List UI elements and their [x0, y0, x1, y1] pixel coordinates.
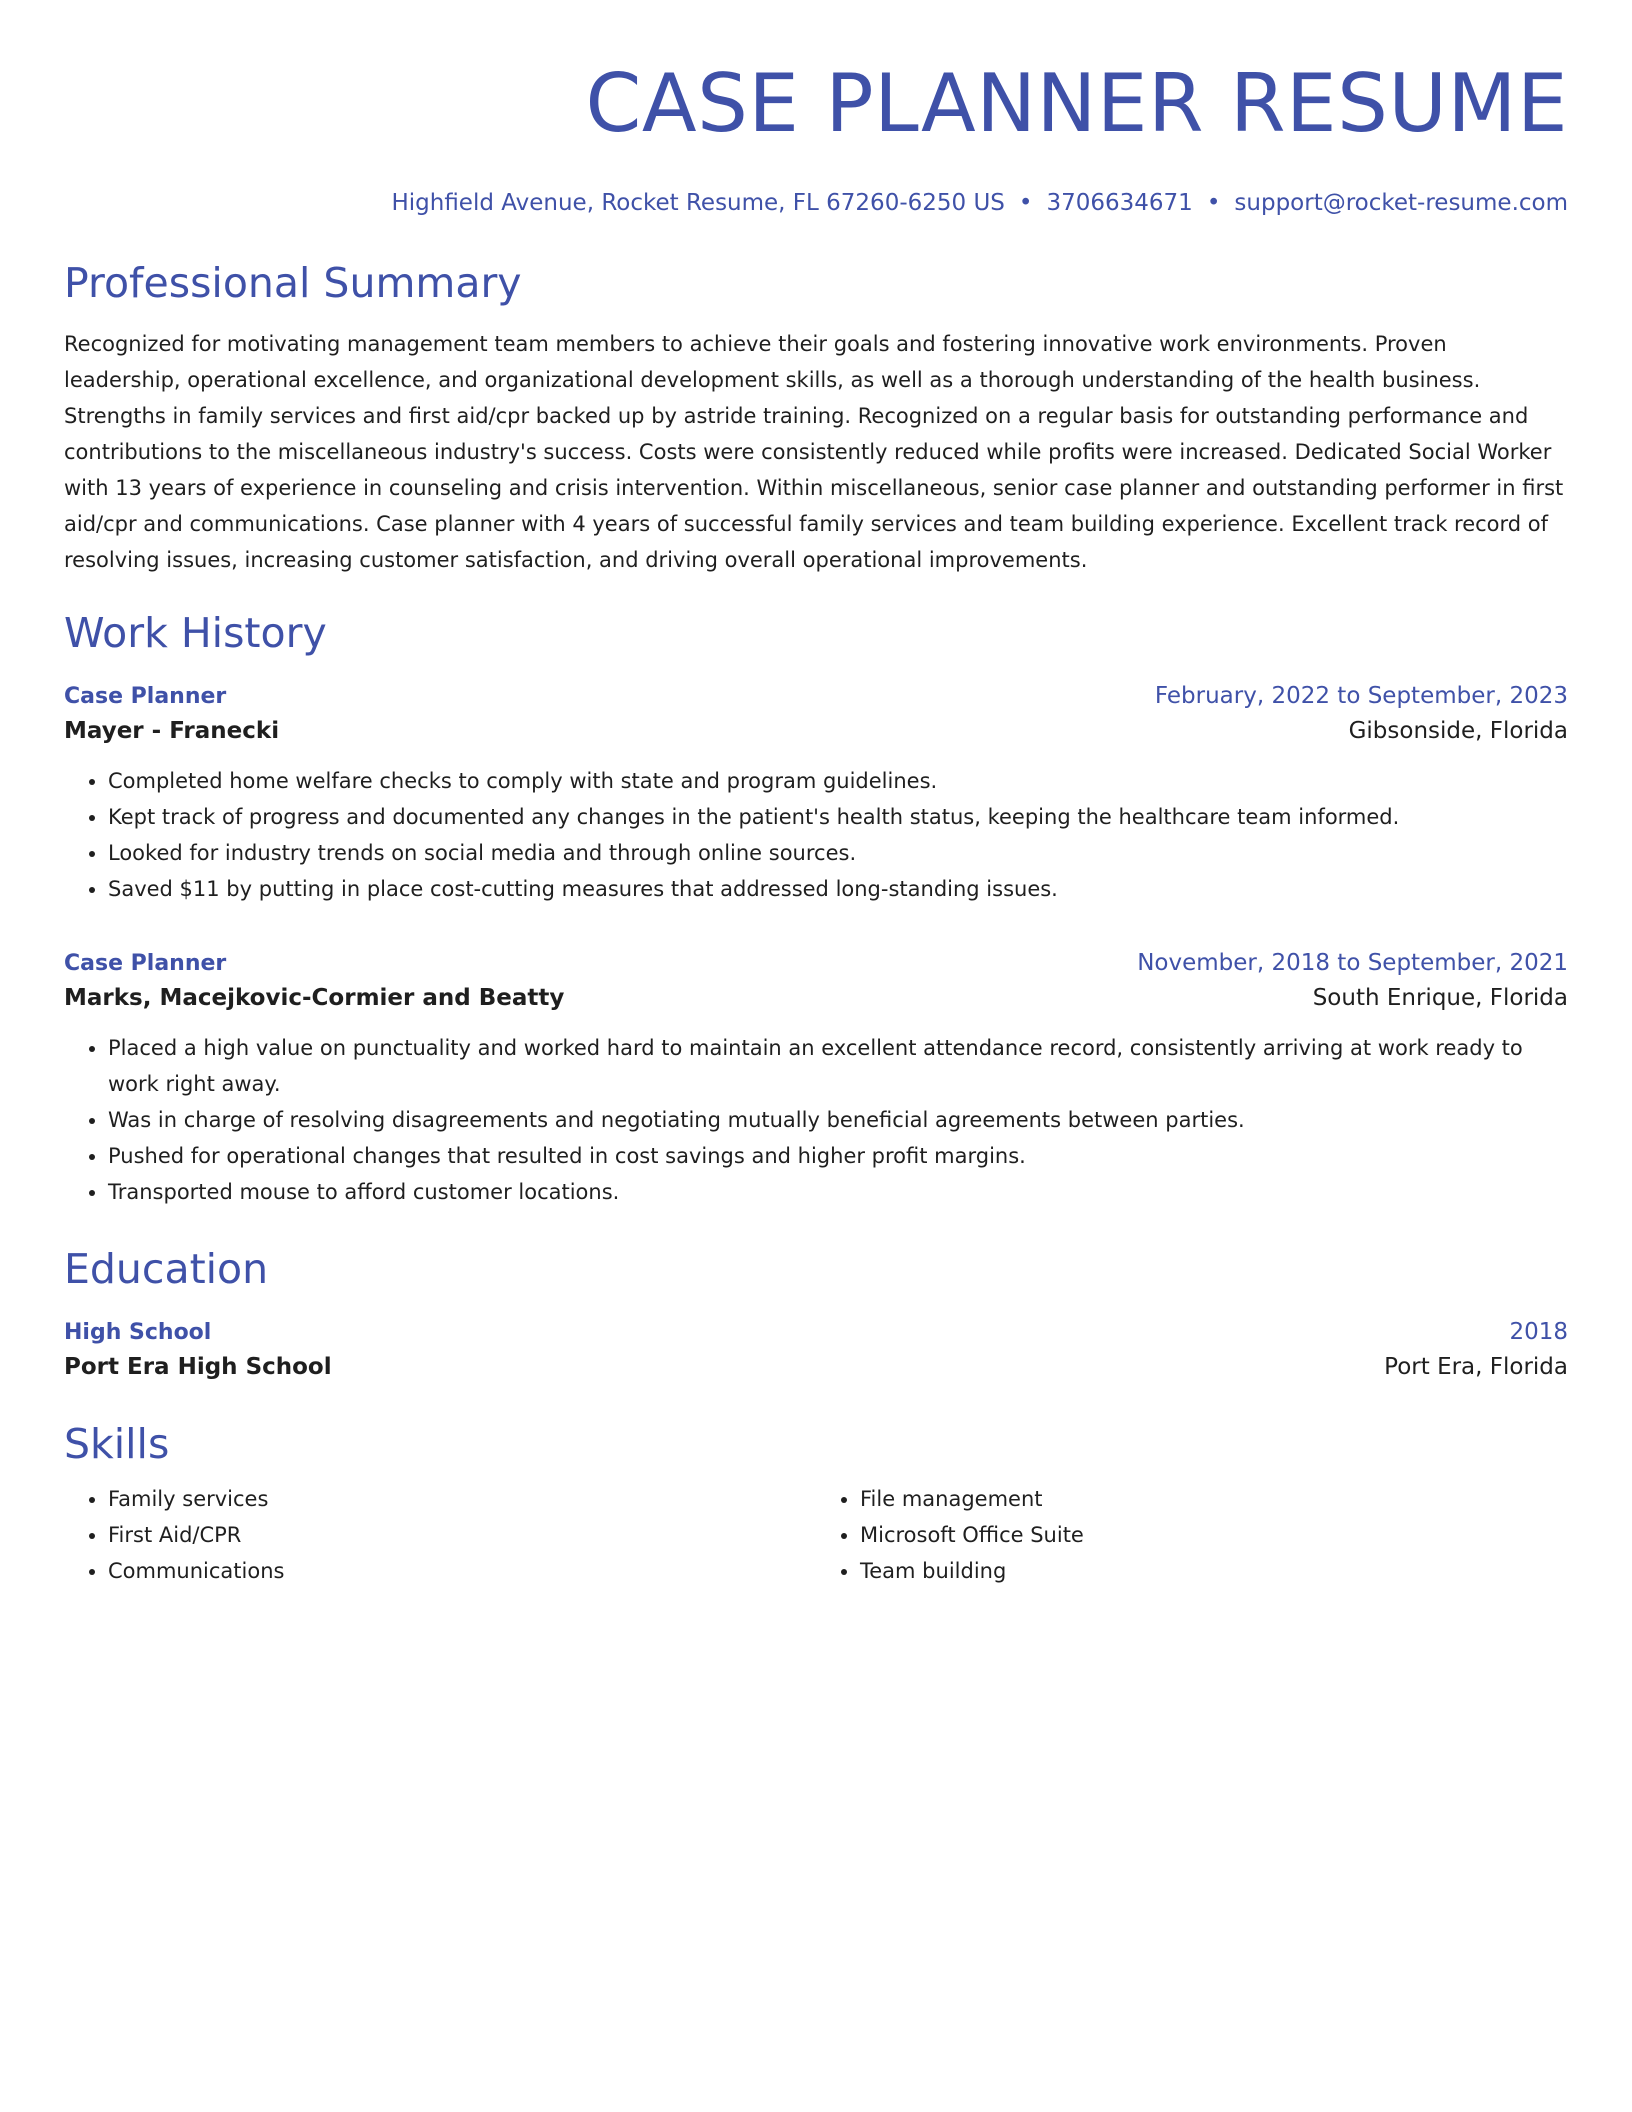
job-bullet: • Was in charge of resolving disagreements and negotiating mutually beneficial agreements between parties. — [108, 1102, 1568, 1138]
contact-address: Highfield Avenue, Rocket Resume, FL 67260-6250 US — [391, 190, 1005, 216]
skills-list — [64, 1481, 1568, 1589]
job-bullet: • Completed home welfare checks to comply with state and program guidelines. — [108, 763, 1568, 799]
education-location: Port Era, Florida — [1384, 1354, 1568, 1380]
resume-header — [64, 52, 1568, 218]
education-year: 2018 — [1509, 1319, 1568, 1345]
skill-item: • Team building — [860, 1553, 1568, 1589]
job-role: Case Planner — [64, 951, 227, 976]
job-bullet: • Transported mouse to afford customer locations. — [108, 1174, 1568, 1210]
contact-email: support@rocket-resume.com — [1234, 190, 1568, 216]
resume-title: CASE PLANNER RESUME — [585, 57, 1568, 150]
skills-column-left — [64, 1481, 816, 1589]
contact-phone: 3706634671 — [1046, 190, 1193, 216]
job-company: Marks, Macejkovic-Cormier and Beatty — [64, 985, 565, 1011]
job-bullet: • Looked for industry trends on social media and through online sources. — [108, 835, 1568, 871]
skills-column-right — [816, 1481, 1568, 1589]
job-bullets — [64, 1030, 1568, 1210]
section-title-work-history: Work History — [64, 609, 327, 657]
job-dates: February, 2022 to September, 2023 — [1154, 683, 1568, 709]
job-bullet: • Placed a high value on punctuality and worked hard to maintain an excellent attendance record, consistently arriving at work ready to work right away. — [108, 1030, 1568, 1102]
job-bullet: • Saved $11 by putting in place cost-cutting measures that addressed long-standing issues. — [108, 871, 1568, 907]
contact-line — [64, 188, 1568, 218]
section-title-summary: Professional Summary — [64, 259, 522, 307]
skill-item: • Microsoft Office Suite — [860, 1517, 1568, 1553]
job-dates: November, 2018 to September, 2021 — [1137, 950, 1568, 976]
skill-item: • First Aid/CPR — [108, 1517, 816, 1553]
job-bullet: • Pushed for operational changes that resulted in cost savings and higher profit margins. — [108, 1138, 1568, 1174]
section-title-education: Education — [64, 1245, 269, 1293]
job-company: Mayer - Franecki — [64, 718, 280, 744]
skill-item: • Family services — [108, 1481, 816, 1517]
job-location: South Enrique, Florida — [1312, 985, 1568, 1011]
section-title-skills: Skills — [64, 1420, 170, 1468]
job-bullet: • Kept track of progress and documented any changes in the patient's health status, keeping the healthcare team informed. — [108, 799, 1568, 835]
job-role: Case Planner — [64, 684, 227, 709]
job-location: Gibsonside, Florida — [1348, 718, 1568, 744]
education-school: Port Era High School — [64, 1354, 332, 1380]
contact-separator: • — [1206, 190, 1221, 216]
job-entry — [64, 947, 1568, 1210]
education-entry — [64, 1316, 1568, 1385]
education-degree: High School — [64, 1320, 212, 1345]
job-bullets — [64, 763, 1568, 907]
summary-text: Recognized for motivating management team members to achieve their goals and fostering innovative work environments. Proven leadership, operational excellence, and organizational development skills, as well as a thorough understanding of the health business. Strengths in family services and first aid/cpr backed up by astride training. Recognized on a regular basis for outstanding performance and contributions to the miscellaneous industry's success. Costs were consistently reduced while profits were increased. Dedicated Social Worker with 13 years of experience in counseling and crisis intervention. Within miscellaneous, senior case planner and outstanding performer in first aid/cpr and communications. Case planner with 4 years of successful family services and team building experience. Excellent track record of resolving issues, increasing customer satisfaction, and driving overall operational improvements. — [64, 332, 1564, 572]
contact-separator: • — [1018, 190, 1033, 216]
job-entry — [64, 680, 1568, 907]
skill-item: • File management — [860, 1481, 1568, 1517]
skill-item: • Communications — [108, 1553, 816, 1589]
